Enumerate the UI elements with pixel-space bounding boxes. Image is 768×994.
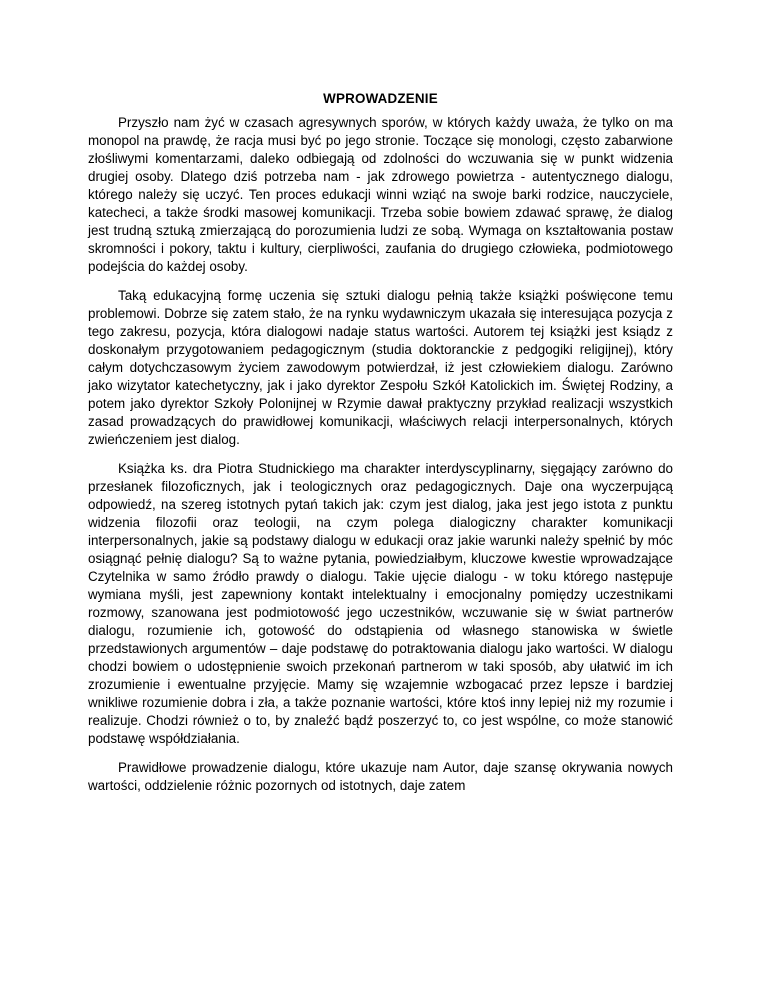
- paragraph-1: Przyszło nam żyć w czasach agresywnych sporów, w których każdy uważa, że tylko on ma monopol na prawdę, że racja musi być po jego stronie. Toczące się monologi, często zabarwione złośliwymi komentarzami, daleko odbiegają od zdolności do wczuwania się w punkt widzenia drugiej osoby. Dlatego dziś potrzeba nam - jak zdrowego powietrza - autentycznego dialogu, którego należy się uczyć. Ten proces edukacji winni wziąć na swoje barki rodzice, nauczyciele, katecheci, a także środki masowej komunikacji. Trzeba sobie bowiem zdawać sprawę, że dialog jest trudną sztuką zmierzającą do porozumienia ludzi ze sobą. Wymaga on kształtowania postaw skromności i pokory, taktu i kultury, cierpliwości, zaufania do drugiego człowieka, podmiotowego podejścia do każdej osoby.: [88, 115, 673, 274]
- document-page: [88, 90, 673, 806]
- paragraph-2: Taką edukacyjną formę uczenia się sztuki dialogu pełnią także książki poświęcone temu problemowi. Dobrze się zatem stało, że na rynku wydawniczym ukazała się interesująca pozycja z tego zakresu, pozycja, która dialogowi nadaje status wartości. Autorem tej książki jest ksiądz z doskonałym przygotowaniem pedagogicznym (studia doktoranckie z pedgogiki religijnej), który całym dotychczasowym życiem zawodowym potwierdzał, iż jest człowiekiem dialogu. Zarówno jako wizytator katechetyczny, jak i jako dyrektor Zespołu Szkół Katolickich im. Świętej Rodziny, a potem jako dyrektor Szkoły Polonijnej w Rzymie dawał praktyczny przykład realizacji wszystkich zasad prowadzących do prawidłowej komunikacji, właściwych relacji interpersonalnych, których zwieńczeniem jest dialog.: [88, 288, 673, 447]
- paragraph-3: Książka ks. dra Piotra Studnickiego ma charakter interdyscyplinarny, sięgający zarówno do przesłanek filozoficznych, jak i teologicznych oraz pedagogicznych. Daje ona wyczerpującą odpowiedź, na szereg istotnych pytań takich jak: czym jest dialog, jaka jest jego istota z punktu widzenia filozofii oraz teologii, na czym polega dialogiczny charakter komunikacji interpersonalnych, jakie są podstawy dialogu w edukacji oraz jakie warunki należy spełnić by móc osiągnąć pełnię dialogu? Są to ważne pytania, powiedziałbym, kluczowe kwestie wprowadzające Czytelnika w samo źródło prawdy o dialogu. Takie ujęcie dialogu - w toku którego następuje wymiana myśli, jest zapewniony kontakt intelektualny i emocjonalny pomiędzy uczestnikami rozmowy, szanowana jest podmiotowość jego uczestników, wczuwanie się w świat partnerów dialogu, rozumienie ich, gotowość do odstąpienia od własnego stanowiska w świetle przedstawionych argumentów – daje podstawę do potraktowania dialogu jako wartości. W dialogu chodzi bowiem o udostępnienie swoich przekonań partnerom w taki sposób, aby ułatwić im ich zrozumienie i ewentualne przyjęcie. Mamy się wzajemnie wzbogacać przez lepsze i bardziej wnikliwe rozumienie dobra i zła, a także poznanie wartości, które ktoś inny lepiej niż my rozumie i realizuje. Chodzi również o to, by znaleźć bądź poszerzyć to, co jest wspólne, co może stanowić podstawę współdziałania.: [88, 461, 673, 746]
- paragraph-4: Prawidłowe prowadzenie dialogu, które ukazuje nam Autor, daje szansę okrywania nowych wartości, oddzielenie różnic pozornych od istotnych, daje zatem: [88, 760, 673, 793]
- document-title: WPROWADZENIE: [323, 91, 438, 106]
